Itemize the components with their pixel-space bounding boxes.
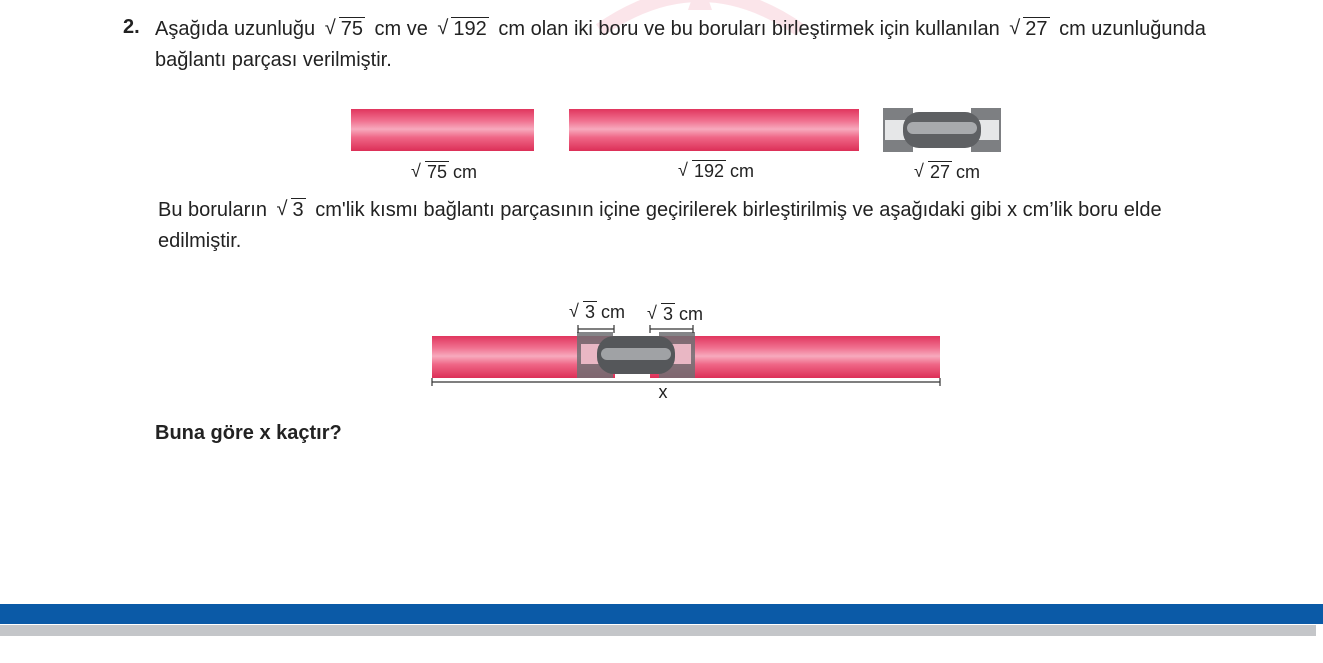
connector-label: √ 27 cm bbox=[895, 162, 995, 183]
left-overlap-label: √ 3 cm bbox=[555, 302, 635, 323]
footer-band-gray bbox=[0, 625, 1316, 636]
pipe-75-label: √ 75 cm bbox=[392, 162, 492, 183]
pipe-192-label: √ 192 cm bbox=[654, 161, 774, 182]
question-ask: Buna göre x kaçtır? bbox=[155, 422, 342, 444]
sqrt-27: √ 27 bbox=[1009, 14, 1049, 45]
question-text-1: Aşağıda uzunluğu √ 75 cm ve √ 192 cm olan iki boru ve bu boruları birleştirmek için kullanılan √ 27 cm uzunluğunda bağlantı parçası verilmiştir. bbox=[155, 14, 1235, 76]
pipe-192 bbox=[569, 109, 859, 151]
question-number: 2. bbox=[123, 16, 140, 38]
pipe-75 bbox=[351, 109, 534, 151]
connector-part bbox=[883, 106, 1001, 154]
sqrt-3: √ 3 bbox=[277, 195, 306, 226]
sqrt-75: √ 75 bbox=[325, 14, 365, 45]
right-overlap-label: √ 3 cm bbox=[633, 304, 713, 325]
joined-pipe-diagram bbox=[425, 296, 947, 406]
footer-band-blue bbox=[0, 604, 1323, 624]
total-length-label: x bbox=[658, 382, 668, 402]
sqrt-192: √ 192 bbox=[437, 14, 488, 45]
question-text-2: Bu boruların √ 3 cm'lik kısmı bağlantı parçasının içine geçirilerek birleştirilmiş ve aşağıdaki gibi x cm’lik boru elde edilmiştir. bbox=[158, 195, 1238, 257]
